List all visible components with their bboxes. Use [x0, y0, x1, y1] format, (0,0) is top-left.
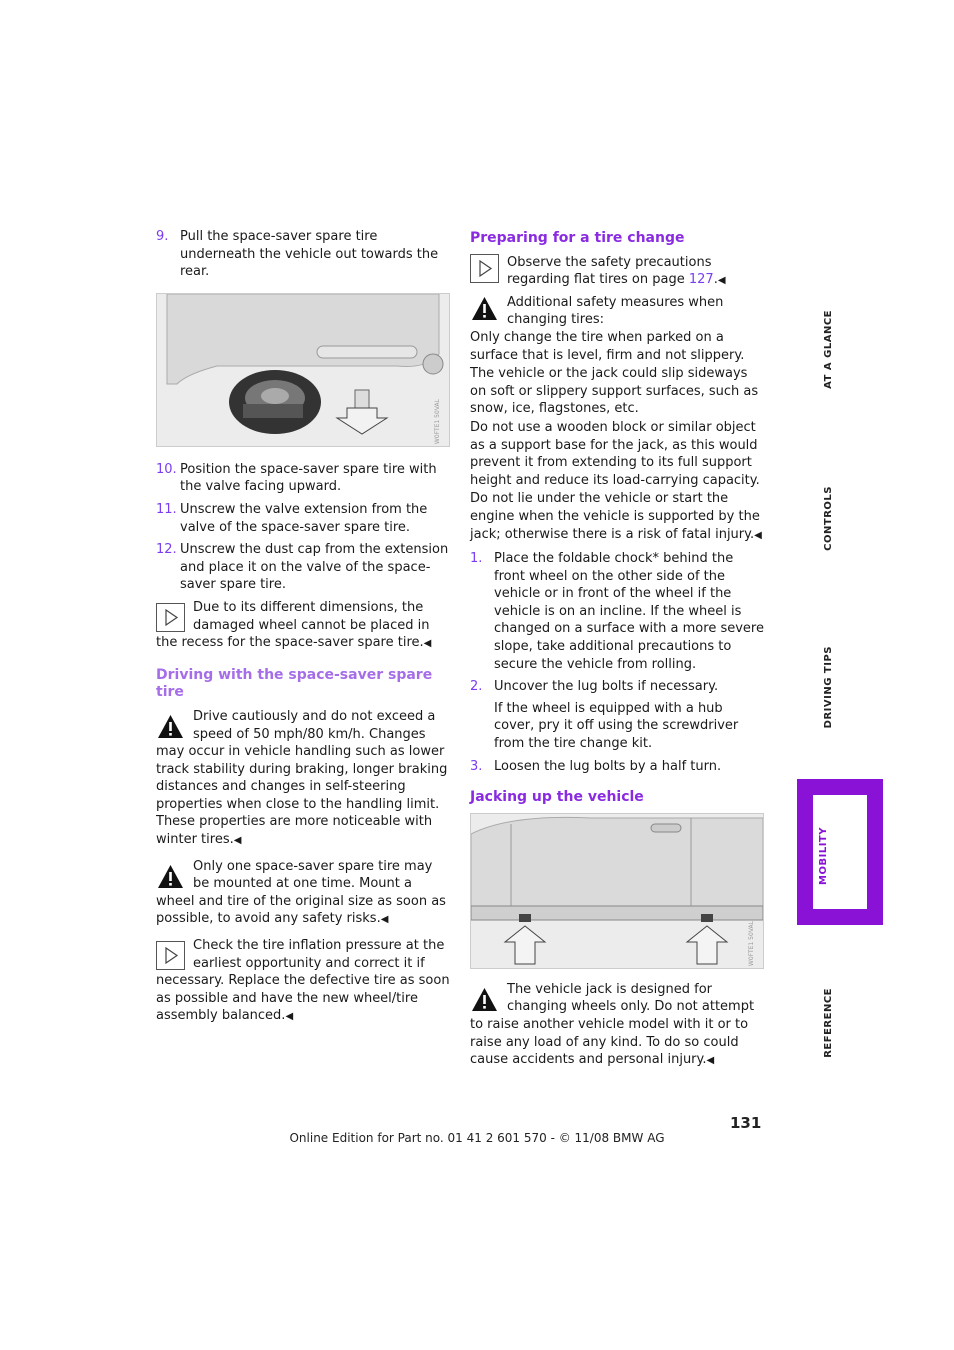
- warning-text: The vehicle jack is designed for changing wheels only. Do not attempt to raise another vehicle model with it or to raise any load of any kind. To do so could cause accidents and personal injury.: [470, 981, 755, 1068]
- para-wooden-block: Do not use a wooden block or similar object as a support base for the jack, as this would prevent it from extending to its full support height and reduce its load-carrying capacity.: [470, 419, 760, 488]
- tab-mobility-label: MOBILITY: [818, 827, 829, 885]
- heading-driving-spare: Driving with the space-saver spare tire: [156, 666, 433, 701]
- page-number: 131: [730, 1114, 762, 1132]
- step-number: 1.: [470, 551, 483, 567]
- step-subtext: If the wheel is equipped with a hub cover, pry it off using the screwdriver from the tire change kit.: [494, 700, 739, 752]
- step-text: Unscrew the valve extension from the valve of the space-saver spare tire.: [180, 501, 428, 535]
- note-text-end: .: [713, 272, 718, 288]
- step-text: Position the space-saver spare tire with the valve facing upward.: [180, 461, 437, 495]
- right-column: [470, 228, 764, 1078]
- step-text: Uncover the lug bolts if necessary.: [494, 679, 719, 695]
- spare-tire-figure: [156, 293, 450, 447]
- step-text: Place the foldable chock* behind the front wheel on the other side of the vehicle or in front of the wheel if the vehicle is on an incline. If the wheel is changed on a surface with a more severe slope, take additional precautions to secure the vehicle from rolling.: [494, 551, 764, 672]
- note-safety-precautions: [470, 254, 764, 290]
- warning-text: Drive cautiously and do not exceed a speed of 50 mph/80 km/h. Changes may occur in vehicle handling such as lower track stability during braking, longer braking distances and changes in self-steering properties when close to the handling limit. These properties are more noticeable with winter tires.: [156, 708, 448, 848]
- note-text: Due to its different dimensions, the damaged wheel cannot be placed in the recess for the space-saver spare tire.: [156, 599, 430, 651]
- note-play-icon: [156, 941, 185, 970]
- end-mark-icon: ◀: [717, 275, 726, 287]
- step-10: [156, 461, 450, 496]
- warning-icon: [470, 985, 499, 1014]
- warning-speed: [156, 708, 450, 850]
- warning-icon: [156, 712, 185, 741]
- page-link[interactable]: 127: [688, 272, 714, 288]
- step-number: 12.: [156, 542, 177, 558]
- end-mark-icon: ◀: [754, 529, 762, 541]
- end-mark-icon: ◀: [706, 1055, 715, 1067]
- warning-one-spare: [156, 858, 450, 929]
- figure-code: W0FTE1 50VAL: [434, 398, 442, 444]
- end-mark-icon: ◀: [233, 835, 242, 847]
- note-text: Observe the safety precautions regarding flat tires on page: [507, 254, 712, 288]
- para-text: Do not lie under the vehicle or start the engine when the vehicle is supported by the jack; otherwise there is a risk of fatal injury.: [470, 491, 760, 542]
- note-damaged-wheel: [156, 599, 450, 653]
- jacking-points-illustration: [471, 814, 763, 968]
- step-11: [156, 501, 450, 536]
- end-mark-icon: ◀: [285, 1011, 294, 1023]
- note-play-icon: [156, 603, 185, 632]
- tab-mobility-active[interactable]: [797, 779, 883, 925]
- left-column: [156, 228, 450, 1034]
- step-number: 2.: [470, 679, 483, 695]
- heading-jacking: Jacking up the vehicle: [470, 789, 644, 806]
- step-text: Unscrew the dust cap from the extension and place it on the valve of the space-saver spare tire.: [180, 542, 449, 593]
- step-3: [470, 758, 764, 776]
- jacking-figure: [470, 813, 764, 969]
- warning-icon: [156, 862, 185, 891]
- note-play-icon: [470, 254, 499, 283]
- note-text: Check the tire inflation pressure at the earliest opportunity and correct it if necessary. Replace the defective tire as soon as possible and have the new wheel/tire assembly balanced.: [156, 938, 450, 1024]
- note-inflation: [156, 937, 450, 1026]
- warning-jack-use: [470, 981, 764, 1070]
- step-1: [470, 550, 764, 673]
- step-number: 9.: [156, 229, 169, 244]
- end-mark-icon: ◀: [423, 638, 432, 650]
- step-text: Loosen the lug bolts by a half turn.: [494, 758, 722, 774]
- tab-driving-tips[interactable]: DRIVING TIPS: [823, 646, 834, 729]
- step-text: Pull the space-saver spare tire underneath the vehicle out towards the rear.: [180, 229, 439, 280]
- step-2: [470, 678, 764, 752]
- step-12: [156, 541, 450, 594]
- step-number: 11.: [156, 501, 177, 517]
- heading-preparing: Preparing for a tire change: [470, 230, 685, 246]
- footer-edition: Online Edition for Part no. 01 41 2 601 570 - © 11/08 BMW AG: [289, 1131, 665, 1145]
- warning-additional: [470, 294, 764, 329]
- warning-text: Only one space-saver spare tire may be mounted at one time. Mount a wheel and tire of the original size as soon as possible, to avoid any safety risks.: [156, 858, 446, 927]
- tab-at-a-glance[interactable]: AT A GLANCE: [823, 310, 834, 389]
- figure-code: W0FTE1 50VAL: [748, 920, 756, 966]
- warning-icon: [470, 294, 499, 323]
- para-level-surface: Only change the tire when parked on a surface that is level, firm and not slippery.: [470, 329, 745, 363]
- spare-tire-illustration: [157, 294, 449, 446]
- end-mark-icon: ◀: [380, 914, 389, 926]
- tab-reference[interactable]: REFERENCE: [823, 988, 834, 1058]
- tab-controls[interactable]: CONTROLS: [823, 486, 834, 551]
- para-fatal-injury: [470, 490, 764, 544]
- step-9: [156, 228, 450, 281]
- step-number: 10.: [156, 461, 177, 477]
- warning-text: Additional safety measures when changing tires:: [507, 294, 724, 328]
- para-slip: The vehicle or the jack could slip sideways on soft or slippery support surfaces, such as snow, ice, flagstones, etc.: [470, 366, 759, 417]
- step-number: 3.: [470, 758, 483, 774]
